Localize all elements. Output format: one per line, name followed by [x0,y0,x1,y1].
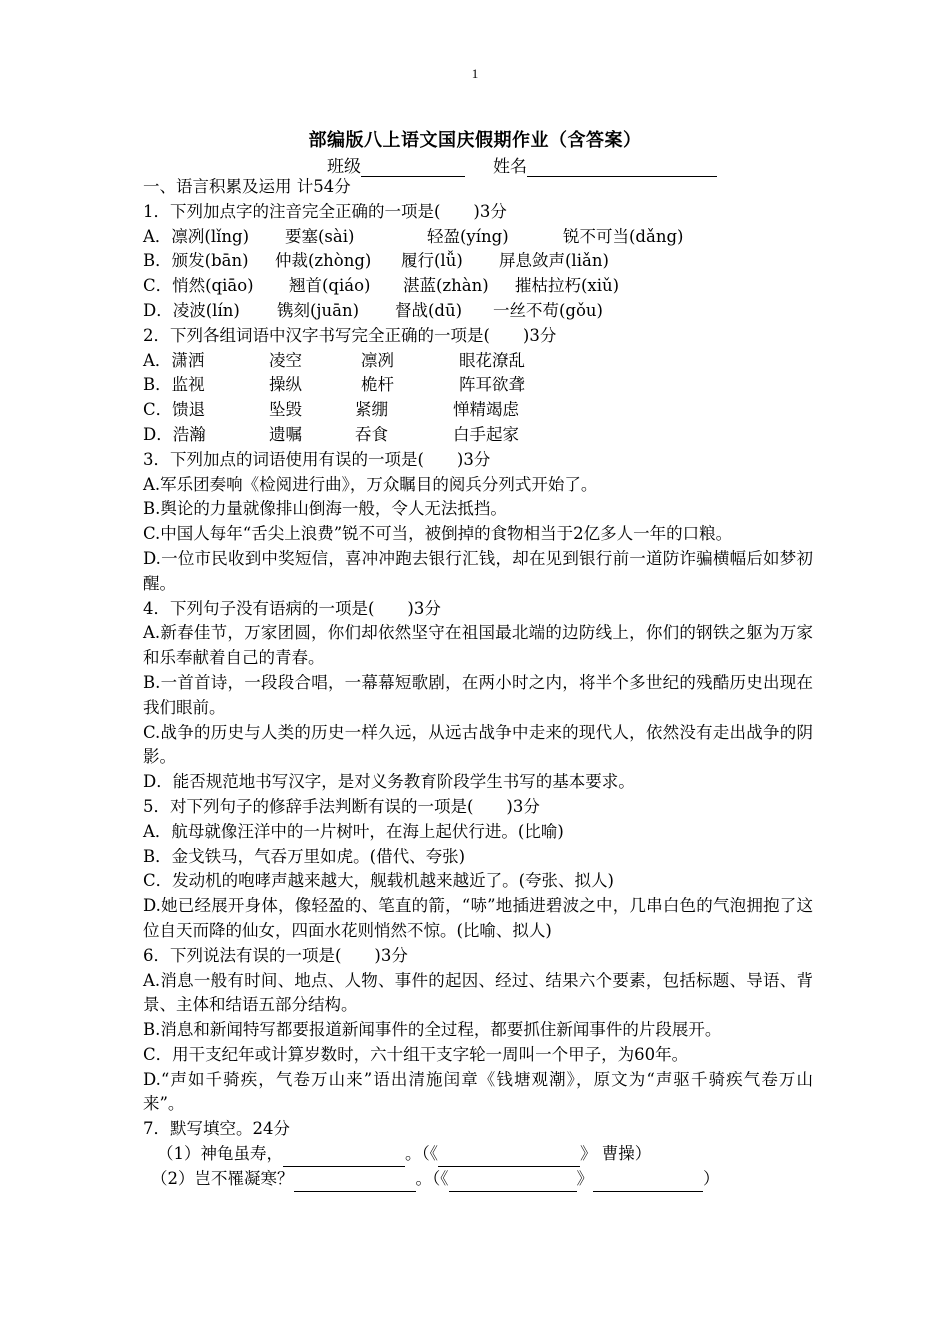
question-2-option-c [143,398,813,423]
question-5-option-a: A．航母就像汪洋中的一片树叶，在海上起伏行进。(比喻) [143,821,564,841]
section-heading: 一、语言积累及运用 计54分 [143,177,351,196]
question-3-option-d: D.一位市民收到中奖短信，喜冲冲跑去银行汇钱，却在见到银行前一道防诈骗横幅后如梦初醒。 [143,548,813,593]
item-text: 。（《 [415,1168,449,1188]
question-3-option-c: C.中国人每年“舌尖上浪费”锐不可当，被倒掉的食物相当于2亿多人一年的口粮。 [143,524,733,544]
question-6-stem: 6．下列说法有误的一项是( )3分 [143,945,408,965]
answer-blank[interactable] [294,1173,416,1192]
option-text: 轻盈(yíng) [427,226,509,246]
option-text: C．悄然(qiāo) [143,276,254,296]
option-text: 仲裁(zhòng) [275,251,372,271]
option-text: 一丝不苟(gǒu) [493,300,603,320]
option-text: 履行(lǚ) [401,251,463,271]
option-text: 凌空 [269,350,302,370]
option-text: 翘首(qiáo) [289,276,371,296]
option-text: C．馈退 [143,400,206,420]
question-5-stem: 5．对下列句子的修辞手法判断有误的一项是( )3分 [143,796,540,816]
question-3-option-a: A.军乐团奏响《检阅进行曲》，万众瞩目的阅兵分列式开始了。 [143,474,598,494]
question-1-stem: 1．下列加点字的注音完全正确的一项是( )3分 [143,201,507,221]
answer-blank[interactable] [593,1173,703,1192]
option-text: 摧枯拉朽(xiǔ) [515,276,620,296]
option-text: 眼花潦乱 [459,350,525,370]
answer-blank[interactable] [283,1148,405,1167]
question-2-stem: 2．下列各组词语中汉字书写完全正确的一项是( )3分 [143,325,557,345]
question-7-item-1 [143,1142,813,1167]
option-text: A．凛冽(lǐng) [143,226,250,246]
document-body [143,175,813,1192]
option-text: 湛蓝(zhàn) [403,276,489,296]
question-3-stem: 3．下列加点的词语使用有误的一项是( )3分 [143,449,491,469]
question-1-option-c [143,274,813,299]
item-text: （2）岂不罹凝寒？ [151,1168,294,1188]
question-7-item-2 [143,1167,813,1192]
question-4-option-d: D．能否规范地书写汉字，是对义务教育阶段学生书写的基本要求。 [143,772,635,792]
option-text: 紧绷 [355,400,388,420]
question-3-option-b: B.舆论的力量就像排山倒海一般，令人无法抵挡。 [143,499,507,519]
option-text: 桅杆 [361,375,394,395]
class-label: 班级 [327,157,361,177]
option-text: 凛冽 [361,350,394,370]
item-text: 》 [576,1168,593,1188]
question-7-stem: 7．默写填空。24分 [143,1119,290,1139]
option-text: 锐不可当(dǎng) [563,226,684,246]
question-1-option-d [143,299,813,324]
item-text: 》 曹操） [580,1144,652,1164]
option-text: 白手起家 [453,424,519,444]
question-6-option-a: A.消息一般有时间、地点、人物、事件的起因、经过、结果六个要素，包括标题、导语、背景、主体和结语五部分结构。 [143,970,813,1015]
question-1-option-b [143,249,813,274]
option-text: 阵耳欲聋 [459,375,525,395]
question-4-option-a: A.新春佳节，万家团圆，你们却依然坚守在祖国最北端的边防线上，你们的钢铁之躯为万家和乐奉献着自己的青春。 [143,623,813,668]
item-text: （1）神龟虽寿， [157,1144,283,1164]
question-2-option-d [143,423,813,448]
item-text: 。（《 [405,1144,438,1164]
option-text: 镌刻(juān) [277,300,360,320]
question-5-option-c: C．发动机的咆哮声越来越大，舰载机越来越近了。(夸张、拟人) [143,871,614,891]
option-text: 督战(dū) [395,300,463,320]
option-text: 要塞(sài) [285,226,355,246]
item-text: ） [703,1168,720,1188]
question-1-option-a [143,225,813,250]
question-2-option-b [143,373,813,398]
document-title: 部编版八上语文国庆假期作业（含答案） [308,130,642,151]
option-text: 遗嘱 [269,424,302,444]
student-info [327,152,717,177]
option-text: D．浩瀚 [143,424,206,444]
option-text: A．潇洒 [143,350,205,370]
question-4-option-b: B.一首首诗，一段段合唱，一幕幕短歌剧，在两小时之内，将半个多世纪的残酷历史出现在我们眼前。 [143,672,813,717]
question-6-option-b: B.消息和新闻特写都要报道新闻事件的全过程，都要抓住新闻事件的片段展开。 [143,1020,722,1040]
question-6-option-d: D.“声如千骑疾，气卷万山来”语出清施闰章《钱塘观潮》，原文为“声驱千骑疾气卷万山来”。 [143,1069,813,1114]
question-5-option-d: D.她已经展开身体，像轻盈的、笔直的箭，“哧”地插进碧波之中，几串白色的气泡拥抱了这位自天而降的仙女，四面水花则悄然不惊。(比喻、拟人) [143,896,813,940]
option-text: B．监视 [143,375,205,395]
option-text: D．凌波(lín) [143,300,240,320]
question-4-option-c: C.战争的历史与人类的历史一样久远，从远古战争中走来的现代人，依然没有走出战争的阴影。 [143,722,813,767]
page-number: 1 [471,66,479,81]
question-2-option-a [143,349,813,374]
question-6-option-c: C．用干支纪年或计算岁数时，六十组干支字轮一周叫一个甲子，为60年。 [143,1044,689,1064]
answer-blank[interactable] [449,1173,577,1192]
option-text: 屏息敛声(liǎn) [499,251,609,271]
option-text: 坠毁 [269,400,302,420]
name-label: 姓名 [493,157,527,177]
option-text: 惮精竭虑 [453,400,519,420]
question-4-stem: 4．下列句子没有语病的一项是( )3分 [143,598,441,618]
option-text: 吞食 [355,424,388,444]
question-5-option-b: B．金戈铁马，气吞万里如虎。(借代、夸张) [143,846,465,866]
option-text: 操纵 [269,375,302,395]
answer-blank[interactable] [438,1148,580,1167]
option-text: B．颁发(bān) [143,251,249,271]
